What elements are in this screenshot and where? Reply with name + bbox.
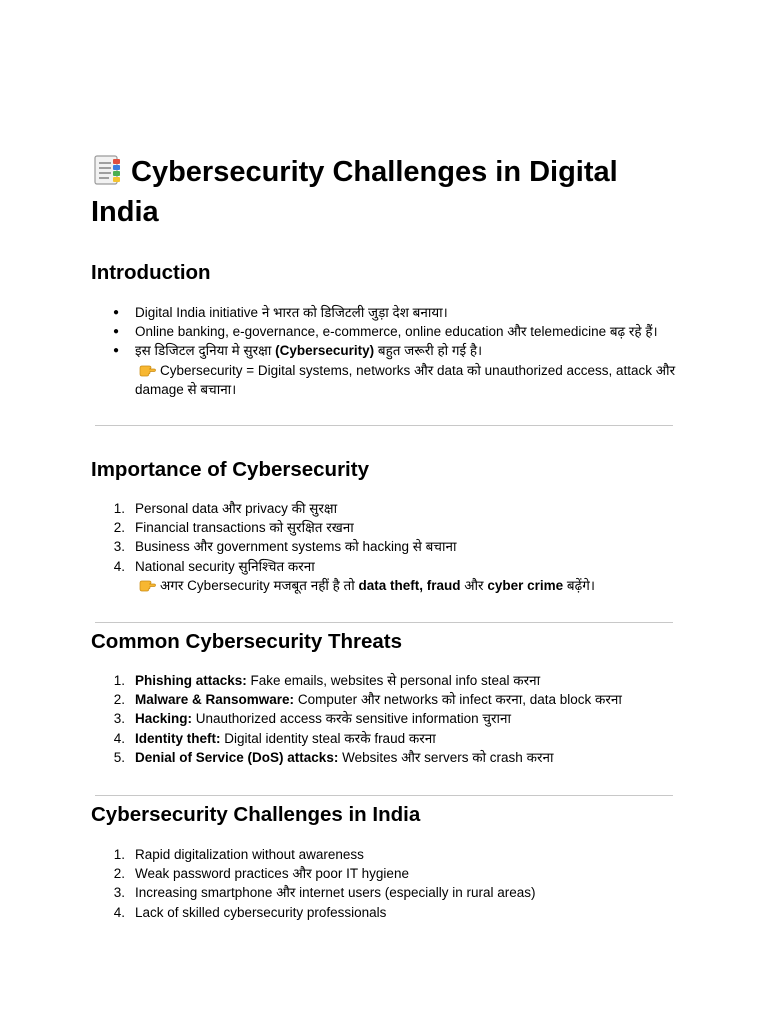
importance-list [91,499,681,595]
note-text: Cybersecurity = Digital systems, networks और data को unauthorized access, attack और damage से बचाना। [135,362,676,397]
note-text: बढ़ेंगे। [563,577,595,593]
number-marker: 2. [113,866,125,882]
number-marker: 1. [113,501,125,516]
list-item [91,537,681,556]
pointing-right-hand-icon [139,363,156,377]
list-item [91,671,681,690]
divider [95,795,673,796]
number-marker: 3. [113,711,125,727]
bold-term: data theft, fraud [358,577,461,593]
pointer-note [135,576,681,595]
bookmark-tabs-icon [91,154,123,186]
threat-name: Identity theft: [135,730,221,746]
list-item [91,557,681,595]
number-marker: 4. [113,904,125,920]
pointer-note [135,361,681,399]
list-item [91,864,681,883]
list-item [91,690,681,709]
list-item-text: बहुत जरूरी हो गई है। [374,343,483,359]
list-item [91,341,681,399]
divider [95,425,673,426]
threat-description: Computer और networks को infect करना, data block करना [294,692,622,708]
bold-term: (Cybersecurity) [275,343,375,359]
threat-name: Hacking: [135,711,193,727]
threat-description: Websites और servers को crash करना [338,749,554,765]
threat-description: Unauthorized access करके sensitive information चुराना [192,711,511,727]
threats-heading: Common Cybersecurity Threats [91,630,403,653]
list-item-text: Digital India initiative ने भारत को डिजिटली जुड़ा देश बनाया। [135,305,448,320]
note-text: और [460,577,488,593]
challenges-heading: Cybersecurity Challenges in India [91,803,421,826]
threat-name: Malware & Ransomware: [135,692,295,708]
threat-name: Denial of Service (DoS) attacks: [135,749,339,765]
list-item-text: इस डिजिटल दुनिया मे सुरक्षा [135,343,276,359]
list-item [91,748,681,767]
list-item-text: Personal data और privacy की सुरक्षा [135,501,338,516]
threat-description: Fake emails, websites से personal info steal करना [246,673,541,688]
challenges-list [91,845,681,922]
list-item-text: Financial transactions को सुरक्षित रखना [135,520,354,536]
number-marker: 3. [113,885,125,901]
list-item [91,709,681,728]
number-marker: 1. [113,847,125,862]
list-item [91,303,681,322]
number-marker: 4. [113,730,125,746]
number-marker: 2. [113,692,125,708]
list-item-text: Increasing smartphone और internet users (especially in rural areas) [135,885,536,901]
list-item [91,903,681,922]
list-item-text: Rapid digitalization without awareness [135,847,364,862]
number-marker: 2. [113,520,125,536]
number-marker: 3. [113,539,125,555]
list-item-text: Business और government systems को hacking से बचाना [135,539,457,555]
pointing-right-hand-icon [139,578,156,592]
list-item-text: Lack of skilled cybersecurity professionals [135,904,387,920]
list-item [91,518,681,537]
number-marker: 4. [113,558,125,574]
threats-list [91,671,681,767]
introduction-heading: Introduction [91,261,211,284]
divider [95,622,673,623]
list-item [91,845,681,864]
introduction-list [91,303,681,399]
list-item-text: National security सुनिश्चित करना [135,558,315,574]
number-marker: 5. [113,749,125,765]
list-item [91,883,681,902]
list-item [91,729,681,748]
threat-description: Digital identity steal करके fraud करना [220,730,436,746]
note-text: अगर Cybersecurity मजबूत नहीं है तो [160,577,359,593]
list-item [91,499,681,518]
page-title-text: Cybersecurity Challenges in Digital India [91,156,618,228]
threat-name: Phishing attacks: [135,673,247,688]
bullet-marker: ● [113,307,120,318]
page-title [91,152,671,232]
bullet-marker: ● [113,345,120,357]
importance-heading: Importance of Cybersecurity [91,458,369,481]
number-marker: 1. [113,673,125,688]
list-item [91,322,681,341]
bullet-marker: ● [113,326,120,338]
list-item-text: Online banking, e-governance, e-commerce, online education और telemedicine बढ़ रहे हैं। [135,324,658,340]
bold-term: cyber crime [487,577,564,593]
list-item-text: Weak password practices और poor IT hygiene [135,866,409,882]
